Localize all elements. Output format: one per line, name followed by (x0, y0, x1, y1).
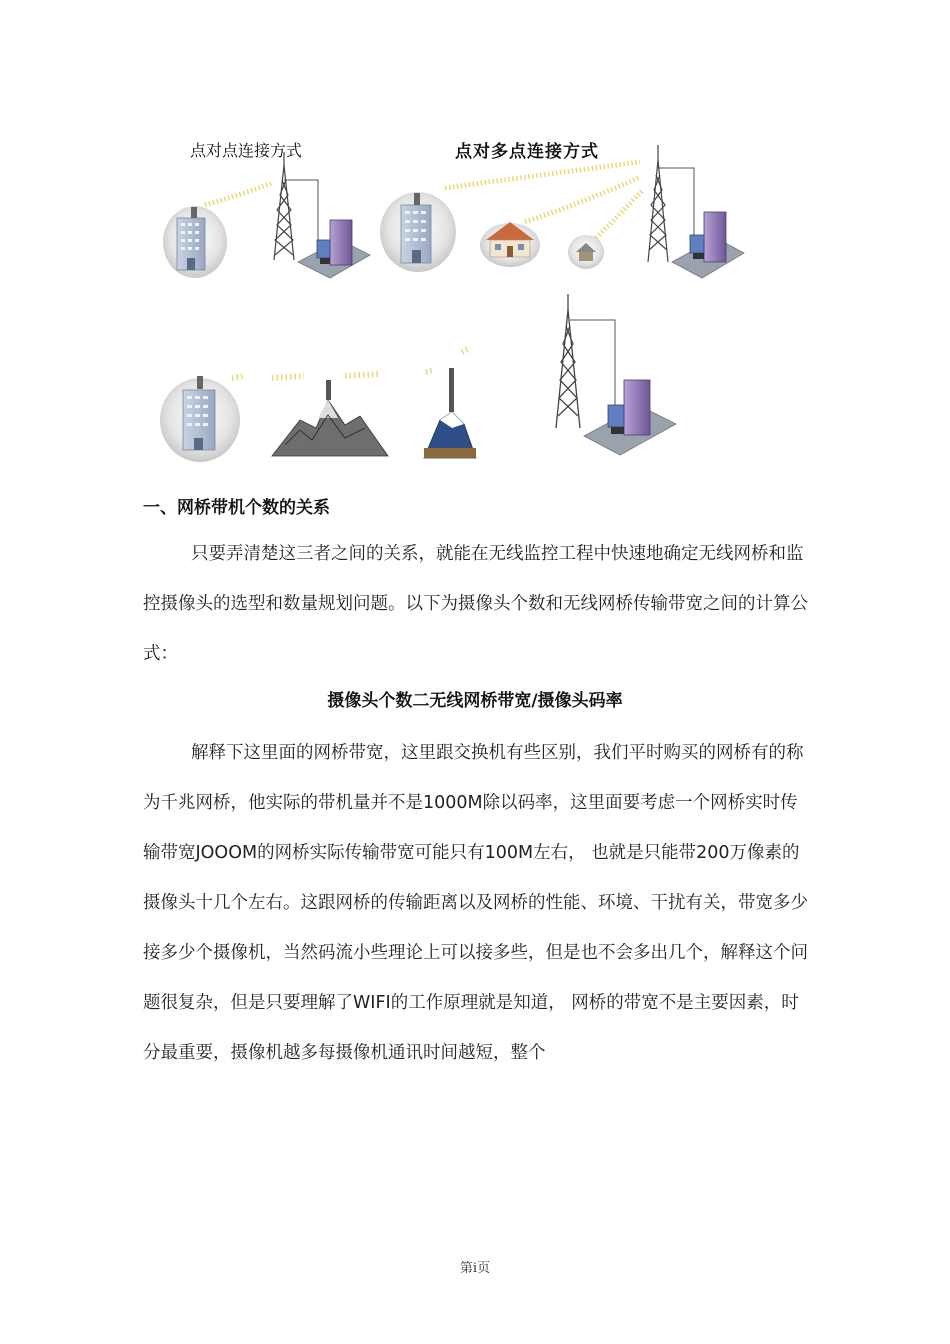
mountain-icon (272, 380, 388, 456)
paragraph-explanation-text: 解释下这里面的网桥带宽，这里跟交换机有些区别，我们平时购买的网桥有的称为千兆网桥，他实际的带机量并不是1000M除以码率，这里面要考虑一个网桥实时传输带宽JOOOM的网桥实际传输带宽可能只有100M左右， 也就是只能带200万像素的摄像头十几个左右。这跟网桥的传输距离以及网桥的性能、环境、干扰有关，带宽多少接多少个摄像机，当然码流小些理论上可以接多些，但是也不会多出几个，解释这个问题很复杂，但是只要理解了WIFI的工作原理就是知道， 网桥的带宽不是主要因素，时分最重要，摄像机越多每摄像机通讯时间越短，整个 (143, 743, 808, 1063)
figure-label-point-to-point: 点对点连接方式 (190, 141, 303, 160)
tower-icon-3 (556, 294, 580, 428)
figure-label-point-to-multipoint: 点对多点连接方式 (455, 142, 599, 162)
server-icon-3 (584, 380, 676, 455)
house-icon (480, 222, 540, 267)
section-heading: 一、网桥带机个数的关系 (143, 498, 330, 518)
tower-icon (274, 152, 294, 260)
server-icon-2 (672, 212, 744, 278)
wireless-bridge-diagram (0, 0, 950, 470)
formula: 摄像头个数二无线网桥带宽/摄像头码率 (327, 691, 623, 711)
snow-mountain-icon (424, 348, 476, 458)
building-icon-3 (160, 376, 240, 462)
server-icon (298, 220, 370, 278)
home-icon (568, 235, 604, 269)
page-number: 第i页 (459, 1261, 491, 1276)
tower-icon-2 (648, 145, 668, 262)
paragraph-intro (143, 529, 813, 679)
paragraph-explanation (143, 728, 813, 1078)
building-icon (163, 206, 227, 278)
building-icon-2 (380, 192, 456, 272)
paragraph-intro-text: 只要弄清楚这三者之间的关系，就能在无线监控工程中快速地确定无线网桥和监控摄像头的选型和数量规划问题。以下为摄像头个数和无线网桥传输带宽之间的计算公式： (143, 544, 808, 664)
